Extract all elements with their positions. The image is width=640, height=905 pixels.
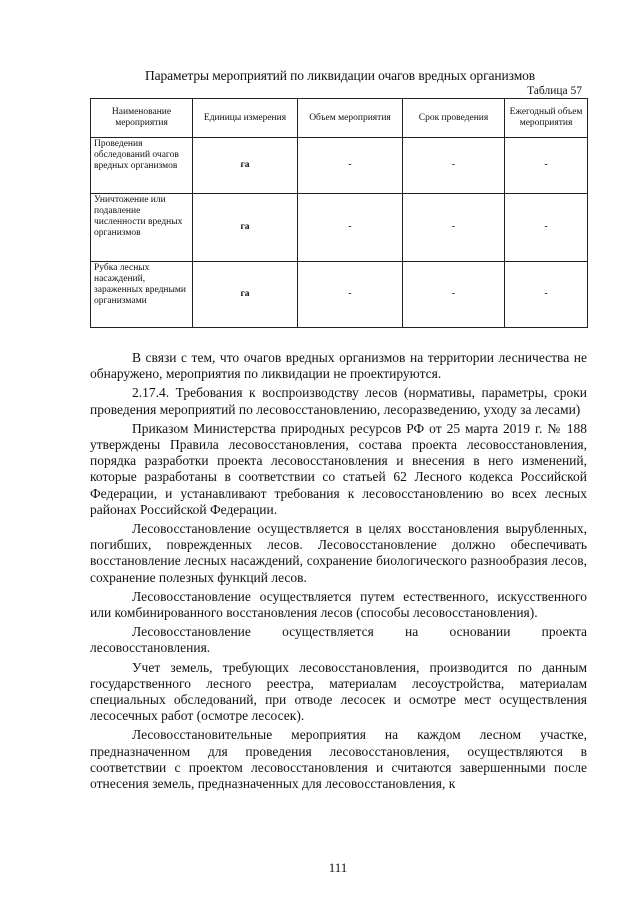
cell-measure-name: Проведения обследований очагов вредных организмов [91,138,193,194]
cell-volume: - [298,262,403,328]
section-heading: 2.17.4. Требования к воспроизводству лесов (нормативы, параметры, сроки проведения мероприятий по лесовосстановлению, лесоразведению, уходу за лесами) [90,385,587,417]
cell-volume: - [298,138,403,194]
header-cell-annual-volume: Ежегодный объем мероприятия [505,99,588,138]
cell-measure-name: Уничтожение или подавление численности вредных организмов [91,194,193,262]
page-number: 111 [328,860,348,875]
table-header-row [91,99,588,138]
paragraph: Лесовосстановление осуществляется в целях восстановления вырубленных, погибших, поврежденных лесов. Лесовосстановление должно обеспечивать восстановление лесных насаждений, сохранение биологического разнообразия лесов, сохранение полезных функций лесов. [90,521,587,585]
paragraph: В связи с тем, что очагов вредных организмов на территории лесничества не обнаружено, мероприятия по ликвидации не проектируются. [90,350,587,382]
table-row [91,138,588,194]
cell-measure-name: Рубка лесных насаждений, зараженных вредными организмами [91,262,193,328]
table-title: Параметры мероприятий по ликвидации очагов вредных организмов [144,68,536,83]
cell-unit: га [193,138,298,194]
cell-annual-volume: - [505,262,588,328]
header-cell-unit: Единицы измерения [193,99,298,138]
paragraph: Приказом Министерства природных ресурсов РФ от 25 марта 2019 г. № 188 утверждены Правила лесовосстановления, состава проекта лесовосстановления, порядка разработки проекта лесовосстановления и внесения в него изменений, которые разработаны в соответствии со статьей 62 Лесного кодекса Российской Федерации, и устанавливают требования к лесовосстановлению во всех лесных районах Российской Федерации. [90,420,587,517]
header-cell-term: Срок проведения [403,99,505,138]
header-cell-volume: Объем мероприятия [298,99,403,138]
cell-annual-volume: - [505,194,588,262]
header-cell-name: Наименование мероприятия [91,99,193,138]
paragraph: Учет земель, требующих лесовосстановления, производится по данным государственного лесного реестра, материалам лесоустройства, материалам специальных обследований, при отводе лесосек и осмотре мест осуществления лесосечных работ (осмотре лесосек). [90,659,587,724]
cell-annual-volume: - [505,138,588,194]
cell-volume: - [298,194,403,262]
table-row [91,194,588,262]
paragraph: Лесовосстановительные мероприятия на каждом лесном участке, предназначенном для проведения лесовосстановления, осуществляются в соответствии с проектом лесовосстановления и считаются завершенными после отнесения земель, предназначенных для лесовосстановления, к [90,727,587,792]
measures-table [90,98,588,328]
paragraph: Лесовосстановление осуществляется на основании проекта лесовосстановления. [90,624,587,656]
cell-unit: га [193,194,298,262]
cell-term: - [403,262,505,328]
paragraph: Лесовосстановление осуществляется путем естественного, искусственного или комбинированного восстановления лесов (способы лесовосстановления). [90,588,587,621]
cell-unit: га [193,262,298,328]
body-text [90,350,587,795]
cell-term: - [403,194,505,262]
table-number-label: Таблица 57 [527,85,582,97]
cell-term: - [403,138,505,194]
table-row [91,262,588,328]
